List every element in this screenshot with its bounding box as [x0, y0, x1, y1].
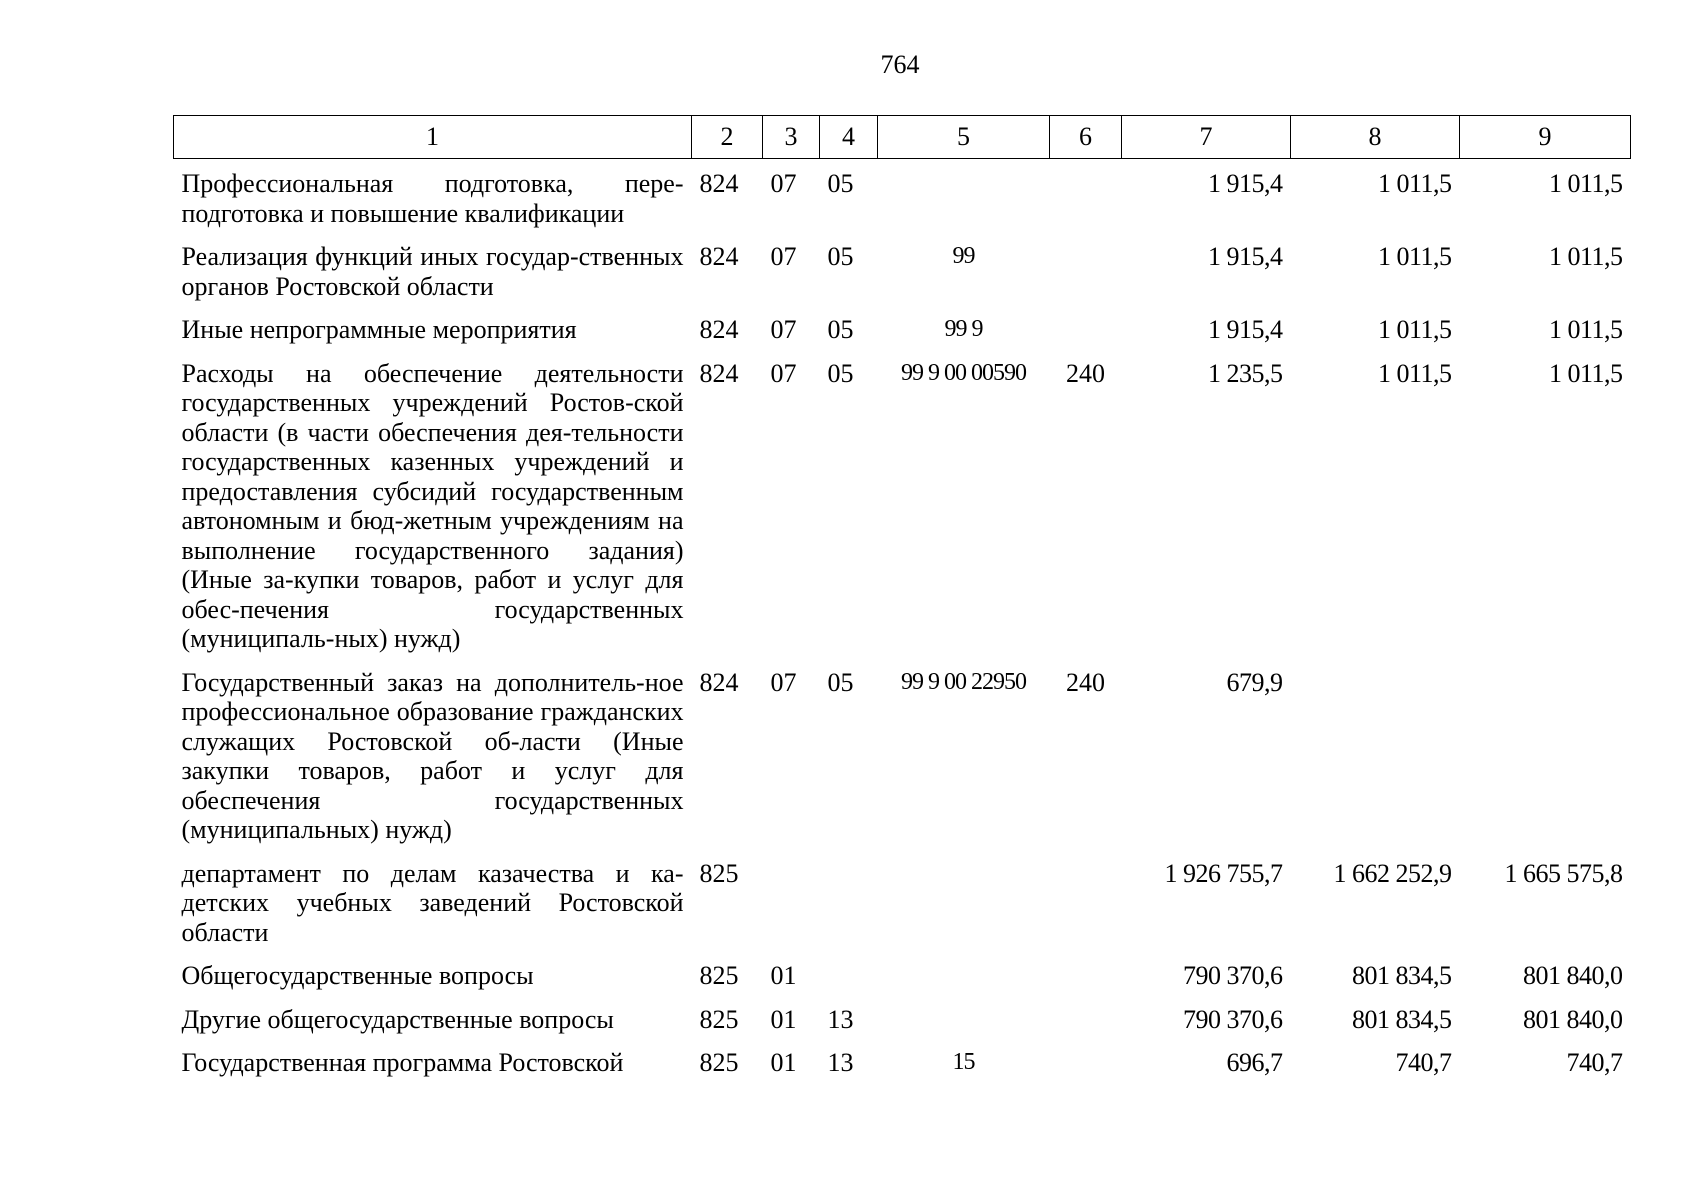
row-c3: 07 [770, 358, 797, 388]
row-c3: 01 [770, 1004, 797, 1034]
row-c3: 01 [770, 1048, 797, 1077]
header-col-5: 5 [878, 116, 1050, 159]
row-c7: 696,7 [1226, 1048, 1283, 1077]
row-c9 [1460, 661, 1631, 852]
row-c7: 1 235,5 [1208, 358, 1283, 388]
row-c8: 1 011,5 [1377, 242, 1452, 271]
row-c4 [820, 852, 878, 955]
row-name: Иные непрограммные мероприятия [181, 315, 577, 344]
row-c6 [1050, 159, 1122, 236]
row-c9: 1 011,5 [1548, 242, 1623, 271]
row-c5 [878, 998, 1050, 1042]
table-row [174, 852, 1631, 955]
row-c2: 825 [699, 961, 739, 990]
table-row [174, 235, 1631, 308]
row-c7: 1 926 755,7 [1164, 858, 1283, 888]
row-c9: 1 011,5 [1548, 315, 1623, 344]
row-c9: 1 011,5 [1548, 169, 1623, 198]
row-c2: 825 [699, 1004, 739, 1034]
row-c9: 801 840,0 [1523, 961, 1623, 990]
row-c7: 1 915,4 [1208, 315, 1283, 344]
row-c2: 824 [699, 169, 739, 198]
row-name: Другие общегосударственные вопросы [181, 1004, 614, 1034]
row-c8 [1291, 661, 1460, 852]
row-c2: 825 [699, 858, 739, 888]
row-c7: 790 370,6 [1183, 1004, 1283, 1034]
header-col-2: 2 [692, 116, 763, 159]
table-row [174, 954, 1631, 998]
row-c5 [878, 159, 1050, 236]
row-c2: 824 [699, 242, 739, 271]
row-c5 [878, 852, 1050, 955]
row-c9: 801 840,0 [1523, 1004, 1623, 1034]
table-row [174, 1041, 1631, 1085]
table-row [174, 308, 1631, 352]
header-col-8: 8 [1291, 116, 1460, 159]
header-col-7: 7 [1122, 116, 1291, 159]
row-c8: 801 834,5 [1352, 961, 1452, 990]
header-col-6: 6 [1050, 116, 1122, 159]
row-c3: 07 [770, 315, 797, 344]
table-header-row [174, 116, 1631, 159]
row-c3 [763, 852, 820, 955]
row-name: Государственная программа Ростовской [181, 1048, 624, 1077]
page-number: 764 [880, 50, 920, 79]
row-c3: 07 [770, 242, 797, 271]
row-c5: 15 [952, 1049, 975, 1075]
row-c7: 1 915,4 [1208, 169, 1283, 198]
row-c6 [1050, 998, 1122, 1042]
header-col-3: 3 [763, 116, 820, 159]
table-row [174, 661, 1631, 852]
row-c8: 801 834,5 [1352, 1004, 1452, 1034]
table-row [174, 352, 1631, 661]
row-c8: 1 011,5 [1377, 169, 1452, 198]
row-c6: 240 [1066, 358, 1105, 388]
row-c6 [1050, 235, 1122, 308]
header-col-4: 4 [820, 116, 878, 159]
row-c4: 05 [827, 358, 854, 388]
row-c3: 07 [770, 169, 797, 198]
row-c4: 13 [827, 1048, 854, 1077]
row-name: Государственный заказ на дополнитель-ное профессиональное образование гражданских служащих Ростовской об-ласти (Иные закупки товаров, работ и услуг для обеспечения государственных (муниципальных) нужд) [181, 667, 684, 844]
row-c8: 1 662 252,9 [1333, 858, 1452, 888]
row-name: Общегосударственные вопросы [181, 961, 534, 990]
row-c8: 740,7 [1395, 1048, 1452, 1077]
header-col-9: 9 [1460, 116, 1631, 159]
row-c5: 99 [952, 243, 975, 269]
row-c2: 824 [699, 667, 739, 697]
row-c4 [820, 954, 878, 998]
row-c6 [1050, 308, 1122, 352]
table-row [174, 998, 1631, 1042]
row-c6: 240 [1066, 667, 1105, 697]
row-c6 [1050, 954, 1122, 998]
row-c8: 1 011,5 [1377, 315, 1452, 344]
header-col-1: 1 [174, 116, 692, 159]
row-c2: 824 [699, 358, 739, 388]
budget-table [173, 115, 1631, 1085]
row-c6 [1050, 1041, 1122, 1085]
row-c4: 05 [827, 242, 854, 271]
row-c4: 13 [827, 1004, 854, 1034]
row-name: департамент по делам казачества и ка-детских учебных заведений Ростовской области [181, 858, 684, 947]
row-c9: 740,7 [1566, 1048, 1623, 1077]
row-c7: 679,9 [1226, 667, 1283, 697]
row-c3: 01 [770, 961, 797, 990]
row-c5: 99 9 00 22950 [901, 668, 1026, 695]
row-c4: 05 [827, 667, 854, 697]
row-c6 [1050, 852, 1122, 955]
row-c5: 99 9 00 00590 [901, 359, 1026, 386]
row-name: Реализация функций иных государ-ственных органов Ростовской области [181, 242, 684, 301]
row-c9: 1 011,5 [1548, 358, 1623, 388]
row-c7: 1 915,4 [1208, 242, 1283, 271]
row-name: Расходы на обеспечение деятельности государственных учреждений Ростов-ской области (в части обеспечения дея-тельности государственных казенных учреждений и предоставления субсидий государственным автономным и бюд-жетным учреждениям на выполнение государственного задания) (Иные за-купки товаров, работ и услуг для обес-печения государственных (муниципаль-ных) нужд) [181, 358, 684, 653]
row-c4: 05 [827, 169, 854, 198]
row-c8: 1 011,5 [1377, 358, 1452, 388]
row-c3: 07 [770, 667, 797, 697]
row-c5 [878, 954, 1050, 998]
row-c7: 790 370,6 [1183, 961, 1283, 990]
table-row [174, 159, 1631, 236]
row-c2: 824 [699, 315, 739, 344]
row-c2: 825 [699, 1048, 739, 1077]
row-c9: 1 665 575,8 [1504, 858, 1623, 888]
row-c4: 05 [827, 315, 854, 344]
row-name: Профессиональная подготовка, пере-подготовка и повышение квалификации [181, 169, 684, 228]
row-c5: 99 9 [944, 316, 983, 342]
